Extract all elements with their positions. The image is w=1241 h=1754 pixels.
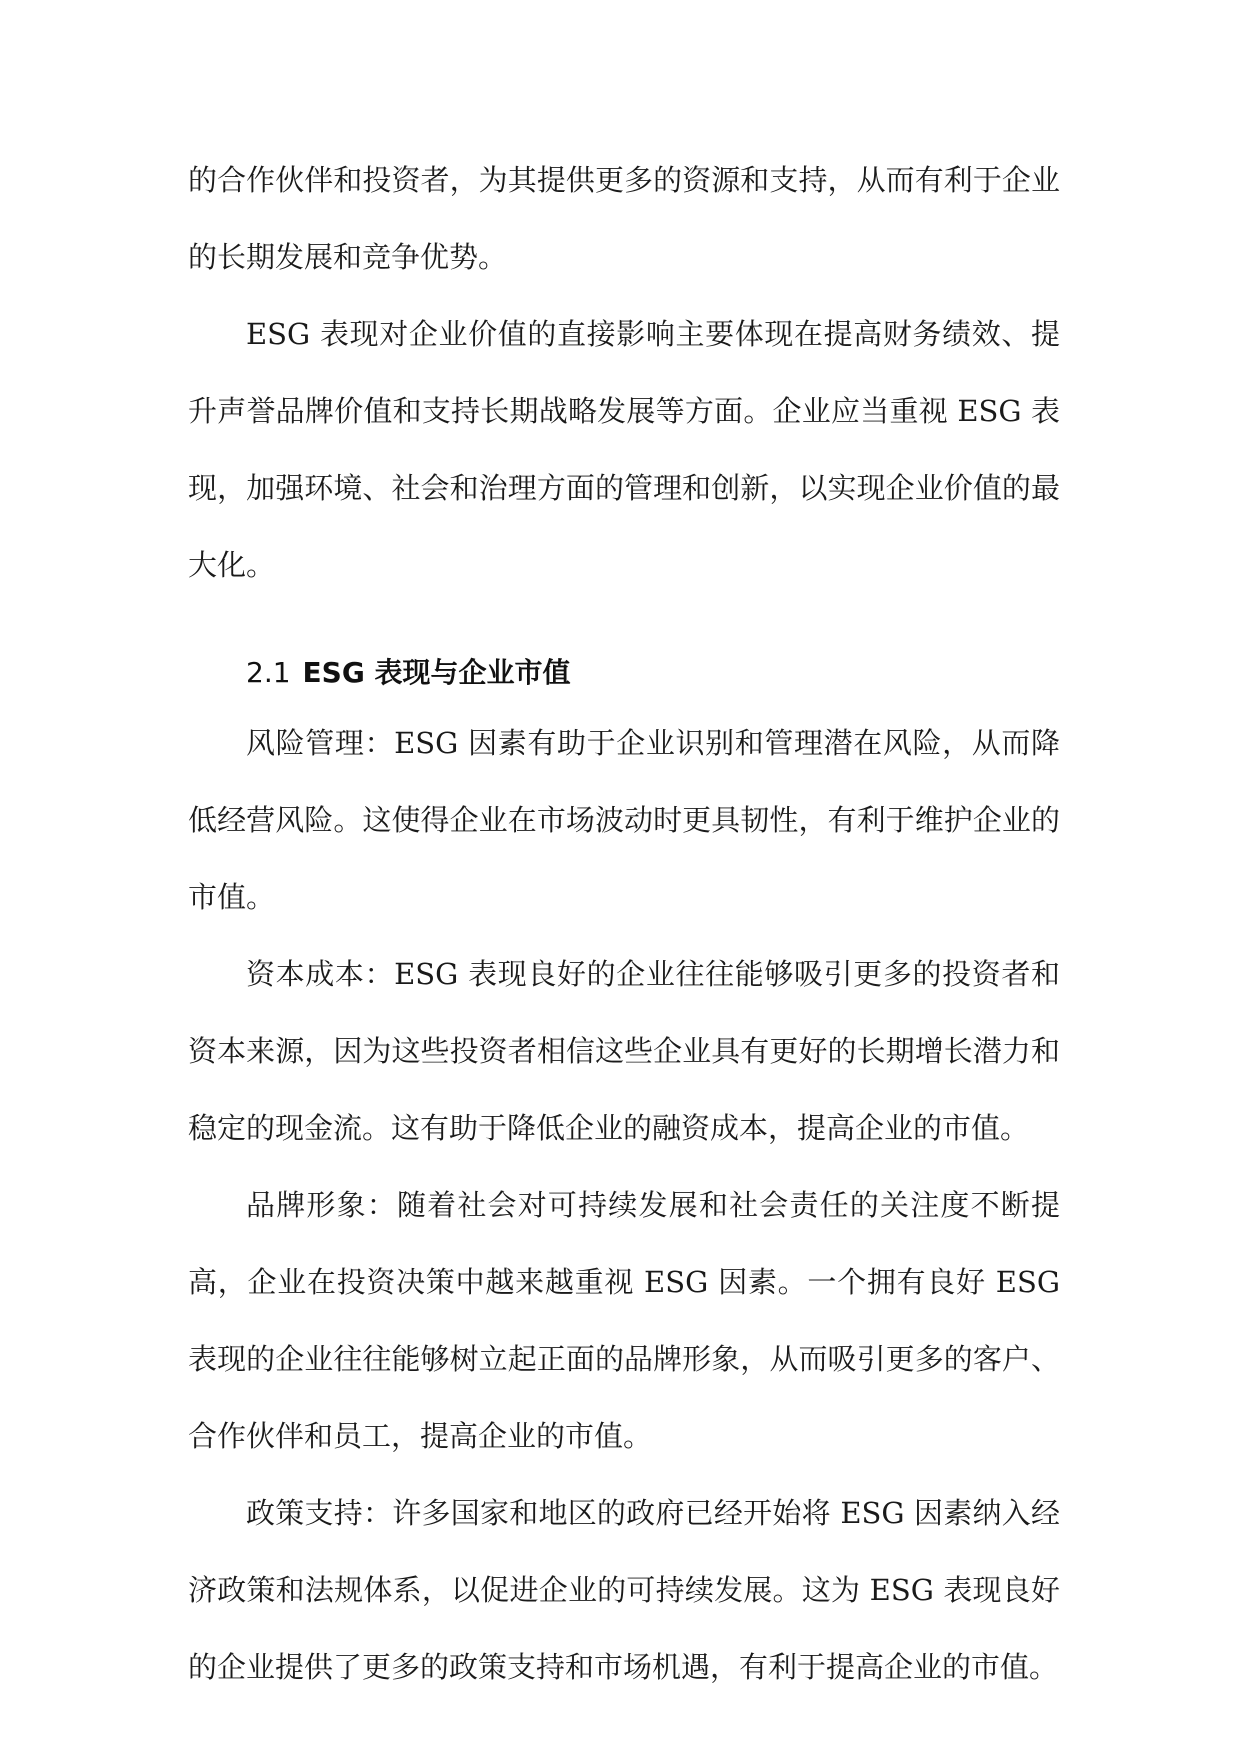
paragraph-continuation: 的合作伙伴和投资者，为其提供更多的资源和支持，从而有利于企业的长期发展和竞争优势。 <box>188 163 1060 274</box>
paragraph-risk-management: 风险管理：ESG 因素有助于企业识别和管理潜在风险，从而降低经营风险。这使得企业在市场波动时更具韧性，有利于维护企业的市值。 <box>188 726 1060 914</box>
section-title: ESG 表现与企业市值 <box>302 656 571 689</box>
paragraph-policy-support: 政策支持：许多国家和地区的政府已经开始将 ESG 因素纳入经济政策和法规体系，以促进企业的可持续发展。这为 ESG 表现良好的企业提供了更多的政策支持和市场机遇，有利于提高企业的市值。 <box>188 1496 1060 1684</box>
section-number: 2.1 <box>246 656 291 689</box>
document-body <box>188 142 1060 1706</box>
section-heading <box>188 634 1060 711</box>
paragraph-brand-image: 品牌形象：随着社会对可持续发展和社会责任的关注度不断提高，企业在投资决策中越来越重视 ESG 因素。一个拥有良好 ESG 表现的企业往往能够树立起正面的品牌形象，从而吸引更多的客户、合作伙伴和员工，提高企业的市值。 <box>188 1188 1060 1453</box>
paragraph-capital-cost: 资本成本：ESG 表现良好的企业往往能够吸引更多的投资者和资本来源，因为这些投资者相信这些企业具有更好的长期增长潜力和稳定的现金流。这有助于降低企业的融资成本，提高企业的市值。 <box>188 957 1060 1145</box>
paragraph-esg-direct-impact: ESG 表现对企业价值的直接影响主要体现在提高财务绩效、提升声誉品牌价值和支持长期战略发展等方面。企业应当重视 ESG 表现，加强环境、社会和治理方面的管理和创新，以实现企业价值的最大化。 <box>188 317 1060 582</box>
